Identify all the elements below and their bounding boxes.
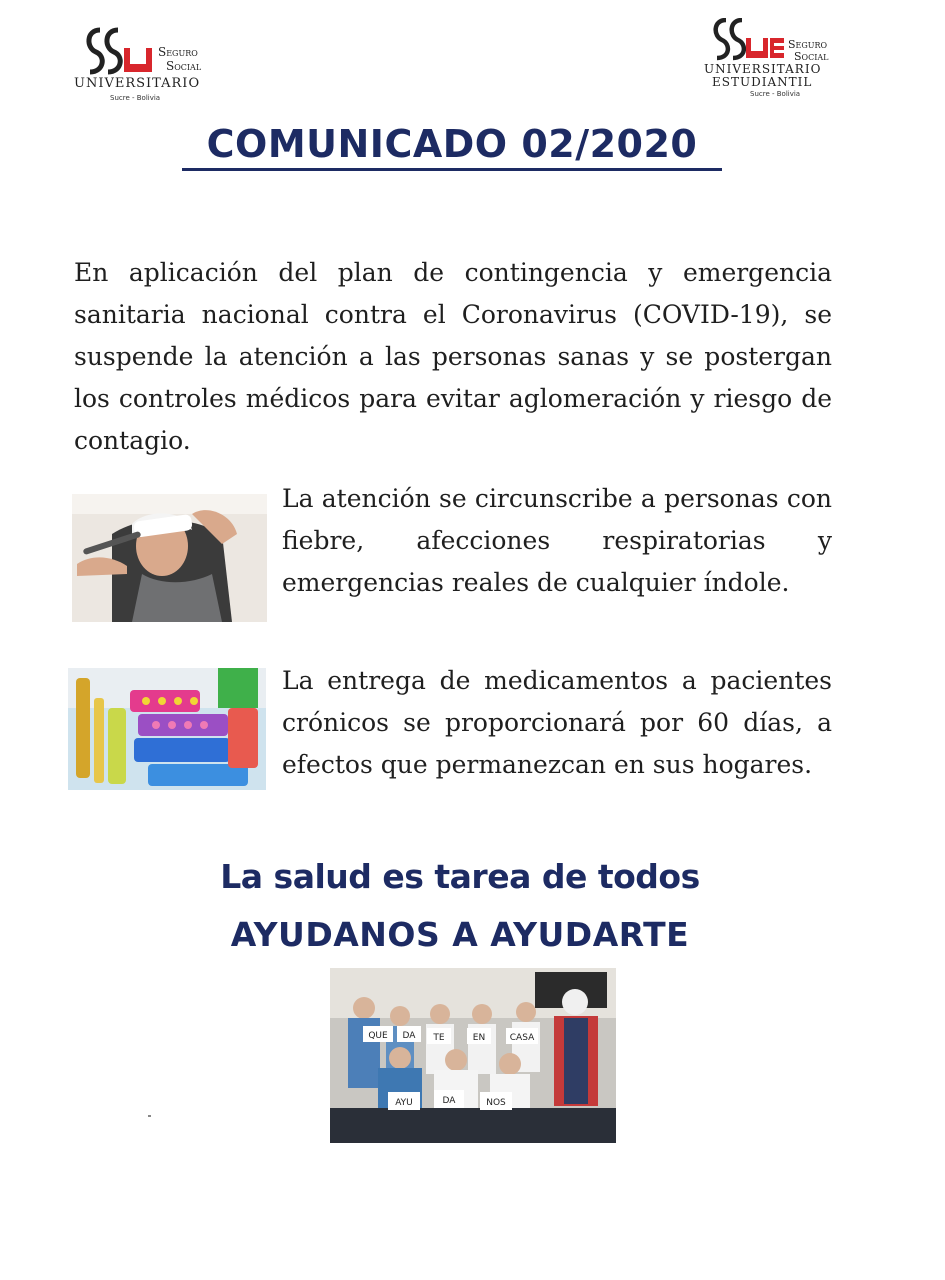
sign-bottom-1: AYU bbox=[395, 1098, 413, 1108]
logo-right-line1: Seguro bbox=[788, 38, 828, 51]
sign-bottom-3: NOS bbox=[486, 1098, 506, 1108]
paragraph-intro: En aplicación del plan de contingencia y emergencia sanitaria nacional contra el Coronavirus (COVID-19), se suspende la atención a las personas sanas y se postergan los controles médicos para evitar aglomeración y riesgo de contagio. bbox=[74, 258, 832, 455]
ssu-logo bbox=[72, 26, 222, 112]
medical-team-photo bbox=[330, 968, 616, 1143]
logo-right-line5: Sucre - Bolivia bbox=[750, 90, 801, 98]
page-title: COMUNICADO 02/2020 bbox=[182, 122, 722, 171]
slogan-line-1: La salud es tarea de todos bbox=[220, 857, 700, 896]
logo-left-line4: Sucre - Bolivia bbox=[110, 94, 161, 102]
logo-right-line3: UNIVERSITARIO bbox=[704, 62, 822, 76]
scan-speck bbox=[148, 1115, 151, 1117]
logo-left-line2: Social bbox=[166, 59, 202, 73]
sign-top-4: EN bbox=[472, 1033, 486, 1043]
logo-left-line3: UNIVERSITARIO bbox=[74, 76, 201, 91]
sick-person-photo bbox=[72, 494, 267, 622]
logo-left-line1: Seguro bbox=[158, 45, 198, 59]
sign-top-5: CASA bbox=[509, 1033, 535, 1043]
medicines-photo bbox=[68, 668, 266, 790]
slogan-line-2: AYUDANOS A AYUDARTE bbox=[230, 915, 690, 954]
paragraph-medicines: La entrega de medicamentos a pacientes crónicos se proporcionará por 60 días, a efectos que permanezcan en sus hogares. bbox=[282, 666, 832, 779]
ssue-logo bbox=[700, 18, 840, 100]
sign-top-3: TE bbox=[433, 1033, 445, 1043]
sign-bottom-2: DA bbox=[442, 1096, 456, 1106]
logo-right-line4: ESTUDIANTIL bbox=[712, 75, 813, 89]
sign-top-2: DA bbox=[402, 1031, 416, 1041]
sign-top-1: QUE bbox=[368, 1031, 388, 1041]
paragraph-attention: La atención se circunscribe a personas con fiebre, afecciones respiratorias y emergencias reales de cualquier índole. bbox=[282, 484, 832, 597]
logo-right-line2: Social bbox=[794, 50, 829, 63]
